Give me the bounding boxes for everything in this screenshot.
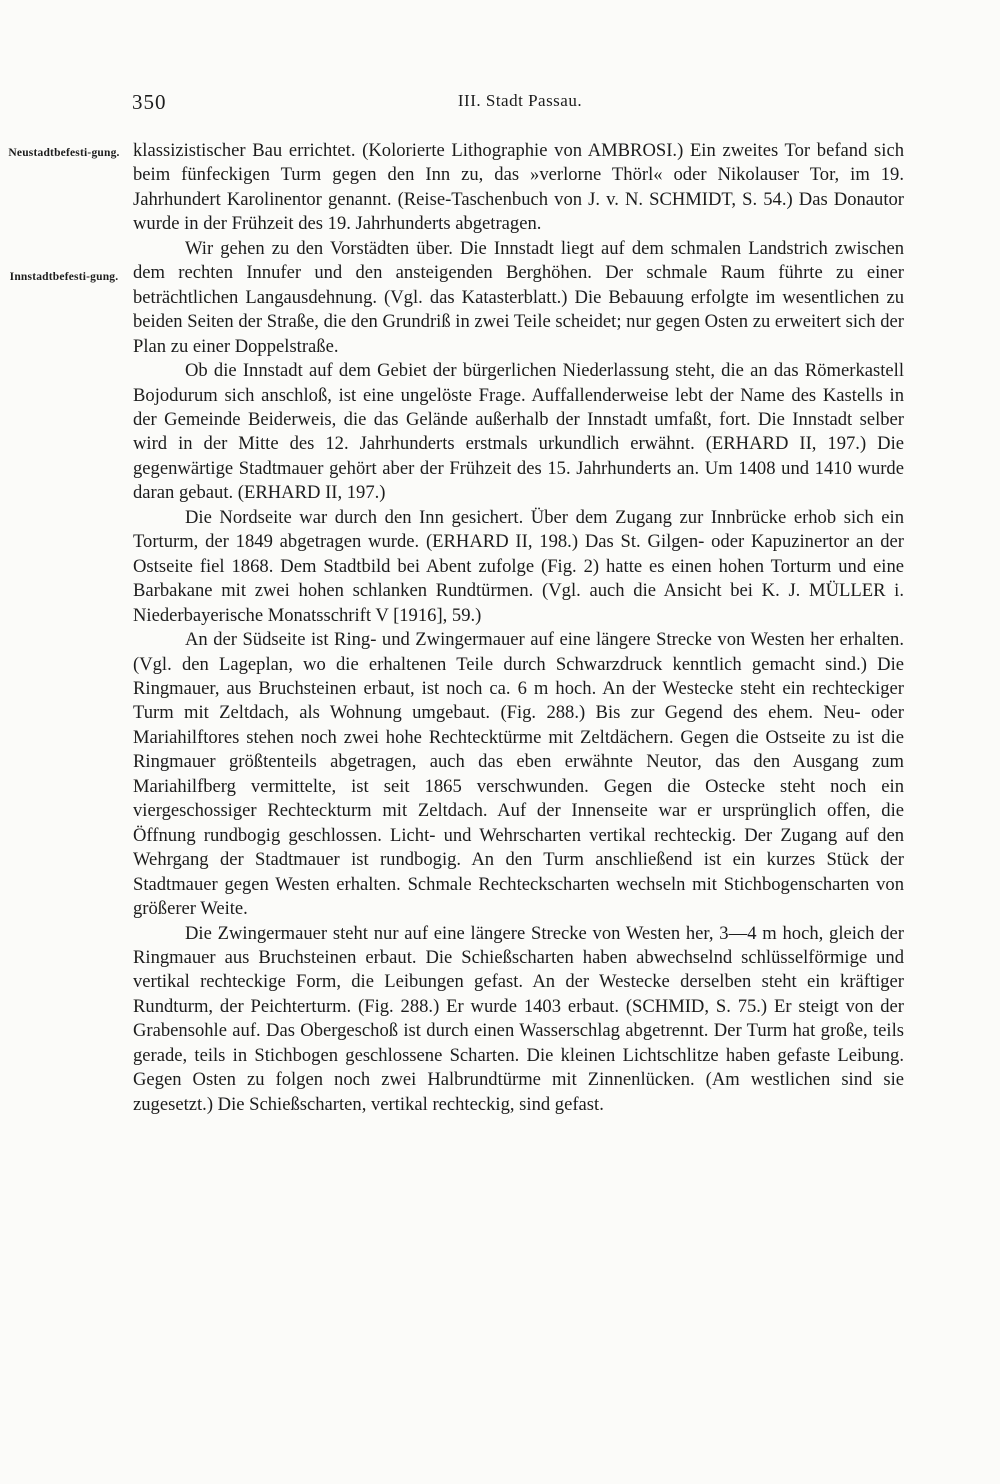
- paragraph: Die Nordseite war durch den Inn gesichert. Über dem Zugang zur Innbrücke erhob sich ein Torturm, der 1849 abgetragen wurde. (ERHARD II, 198.) Das St. Gilgen- oder Kapuzinertor an der Ostseite fiel 1868. Dem Stadtbild bei Abent zufolge (Fig. 2) hatte es einen hohen Torturm und eine Barbakane mit zwei hohen schlanken Rundtürmen. (Vgl. auch die Ansicht bei K. J. MÜLLER i. Niederbayerische Monatsschrift V [1916], 59.): [133, 506, 904, 626]
- paragraph: Ob die Innstadt auf dem Gebiet der bürgerlichen Niederlassung steht, die an das Römerkastell Bojodurum sich anschloß, ist eine ungelöste Frage. Auffallenderweise lebt der Name des Kastells in der Gemeinde Beiderweis, die das Gelände außerhalb der Innstadt umfaßt, fort. Die Innstadt selber wird in der Mitte des 12. Jahrhunderts erstmals urkundlich erwähnt. (ERHARD II, 197.) Die gegenwärtige Stadtmauer gehört aber der Frühzeit des 15. Jahrhunderts an. Um 1408 und 1410 wurde daran gebaut. (ERHARD II, 197.): [133, 360, 904, 504]
- margin-note-neustadt: Neustadtbefesti-gung.: [8, 147, 120, 159]
- paragraph: Wir gehen zu den Vorstädten über. Die Innstadt liegt auf dem schmalen Landstrich zwischen dem rechten Innufer und den ansteigenden Berghöhen. Der schmale Raum führte zu einer beträchtlichen Langausdehnung. (Vgl. das Katasterblatt.) Die Bebauung erfolgte im wesentlichen zu beiden Seiten der Straße, die den Grundriß in zwei Teile scheidet; nur gegen Osten zu erweitert sich der Plan zu einer Doppelstraße.: [133, 237, 904, 357]
- body-text: [133, 139, 904, 1117]
- margin-note-innstadt: Innstadtbefesti-gung.: [9, 271, 119, 283]
- page-number: 350: [132, 90, 167, 114]
- paragraph: Die Zwingermauer steht nur auf eine längere Strecke von Westen her, 3—4 m hoch, gleich der Ringmauer aus Bruchsteinen erbaut. Die Schießscharten haben abwechselnd schlüsselförmige und vertikal rechteckige Form, die Leibungen gefast. An der Westecke derselben steht ein kräftiger Rundturm, der Peichterturm. (Fig. 288.) Er wurde 1403 erbaut. (SCHMID, S. 75.) Er steigt von der Grabensohle auf. Das Obergeschoß ist durch einen Wasserschlag abgetrennt. Der Turm hat große, teils gerade, teils in Stichbogen geschlossene Scharten. Die kleinen Lichtschlitze haben gefaste Leibung. Gegen Osten zu folgen noch zwei Halbrundtürme mit Zinnenlücken. (Am westlichen sind sie zugesetzt.) Die Schießscharten, vertikal rechteckig, sind gefast.: [133, 922, 904, 1115]
- paragraph: klassizistischer Bau errichtet. (Kolorierte Lithographie von AMBROSI.) Ein zweites Tor befand sich beim fünfeckigen Turm gegen den Inn zu, das »verlorne Thörl« oder Nikolauser Tor, im 19. Jahrhundert Karolinentor genannt. (Reise-Taschenbuch von J. v. N. SCHMIDT, S. 54.) Das Donautor wurde in der Frühzeit des 19. Jahrhunderts abgetragen.: [133, 140, 904, 235]
- running-title: III. Stadt Passau.: [457, 91, 583, 110]
- paragraph: An der Südseite ist Ring- und Zwingermauer auf eine längere Strecke von Westen her erhalten. (Vgl. den Lageplan, wo die erhaltenen Teile durch Schwarzdruck kenntlich gemacht sind.) Die Ringmauer, aus Bruchsteinen erbaut, ist noch ca. 6 m hoch. An der Westecke steht ein rechteckiger Turm mit Zeltdach, als Wohnung umgebaut. (Fig. 288.) Bis zur Gegend des ehem. Neu- oder Mariahilftores stehen noch zwei hohe Rechtecktürme mit Zeltdächern. Gegen die Ostseite zu ist die Ringmauer größtenteils abgetragen, auch das eben erwähnte Neutor, das den Ausgang zum Mariahilfberg vermittelte, ist seit 1865 verschwunden. Gegen die Ostecke steht noch ein viergeschossiger Rechteckturm mit Zeltdach. Auf der Innenseite war er ursprünglich offen, die Öffnung rundbogig geschlossen. Licht- und Wehrscharten vertikal rechteckig. Der Zugang auf den Wehrgang der Stadtmauer ist rundbogig. An den Turm anschließend ist ein kurzes Stück der Stadtmauer gegen Westen erhalten. Schmale Rechteckscharten wechseln mit Stichbogenscharten von größerer Weite.: [133, 629, 904, 920]
